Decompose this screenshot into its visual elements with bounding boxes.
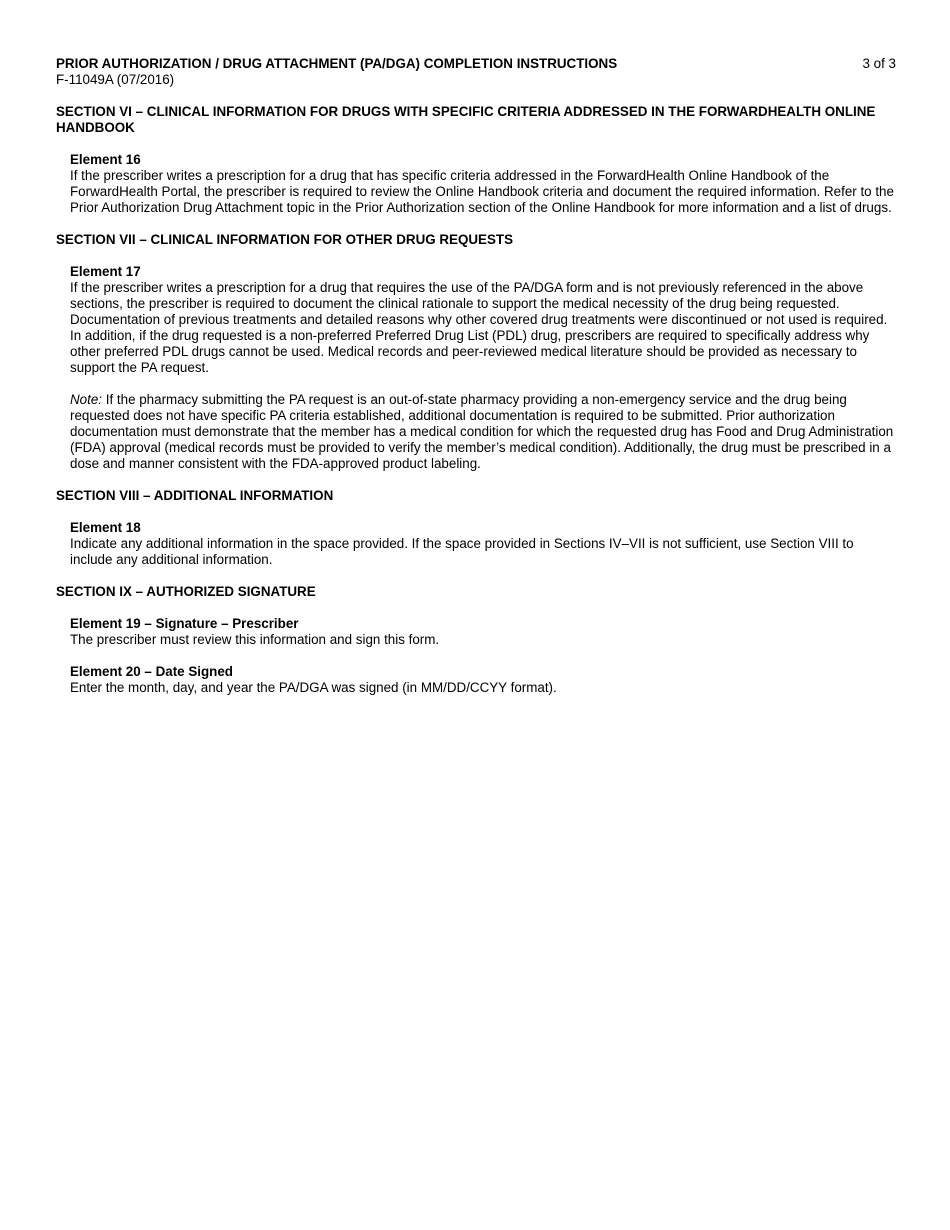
element-20-text: Enter the month, day, and year the PA/DGA was signed (in MM/DD/CCYY format). <box>70 680 557 695</box>
document-page <box>56 56 896 696</box>
element-18-title: Element 18 <box>70 520 141 535</box>
note-text: If the pharmacy submitting the PA request is an out-of-state pharmacy providing a non-emergency service and the drug being requested does not have specific PA criteria established, additional documentation is required to be submitted. Prior authorization documentation must demonstrate that the member has a medical condition for which the requested drug has Food and Drug Administration (FDA) approval (medical records must be provided to verify the member’s medical condition). Additionally, the drug must be prescribed in a dose and manner consistent with the FDA-approved product labeling. <box>70 392 894 471</box>
element-17-text: If the prescriber writes a prescription for a drug that requires the use of the PA/DGA form and is not previously referenced in the above sections, the prescriber is required to document the clinical rationale to support the medical necessity of the drug being requested. Documentation of previous treatments and detailed reasons why other covered drug treatments were discontinued or not used is required. In addition, if the drug requested is a non-preferred Preferred Drug List (PDL) drug, prescribers are required to specifically address why other preferred PDL drugs cannot be used. Medical records and peer-reviewed medical literature should be provided as necessary to support the PA request. <box>70 280 888 375</box>
element-17-note <box>70 392 896 472</box>
section-vii-heading: SECTION VII – CLINICAL INFORMATION FOR OTHER DRUG REQUESTS <box>56 232 514 247</box>
element-20-title: Element 20 – Date Signed <box>70 664 233 679</box>
section-ix-heading: SECTION IX – AUTHORIZED SIGNATURE <box>56 584 316 599</box>
element-19-title: Element 19 – Signature – Prescriber <box>70 616 299 631</box>
form-id: F-11049A (07/2016) <box>56 72 175 87</box>
document-title: PRIOR AUTHORIZATION / DRUG ATTACHMENT (PA/DGA) COMPLETION INSTRUCTIONS <box>56 56 618 71</box>
section-vi-heading: SECTION VI – CLINICAL INFORMATION FOR DRUGS WITH SPECIFIC CRITERIA ADDRESSED IN THE FORWARDHEALTH ONLINE HANDBOOK <box>56 104 876 135</box>
element-18 <box>70 520 896 568</box>
element-18-text: Indicate any additional information in the space provided. If the space provided in Sections IV–VII is not sufficient, use Section VIII to include any additional information. <box>70 536 854 567</box>
element-19 <box>70 616 896 648</box>
page-number: 3 of 3 <box>862 56 896 71</box>
section-viii-heading: SECTION VIII – ADDITIONAL INFORMATION <box>56 488 334 503</box>
note-label: Note: <box>70 392 103 407</box>
document-header <box>56 56 896 72</box>
element-16 <box>70 152 896 216</box>
element-19-text: The prescriber must review this information and sign this form. <box>70 632 440 647</box>
element-17-title: Element 17 <box>70 264 141 279</box>
element-20 <box>70 664 896 696</box>
element-16-text: If the prescriber writes a prescription for a drug that has specific criteria addressed in the ForwardHealth Online Handbook of the ForwardHealth Portal, the prescriber is required to review the Online Handbook criteria and document the required information. Refer to the Prior Authorization Drug Attachment topic in the Prior Authorization section of the Online Handbook for more information and a list of drugs. <box>70 168 894 215</box>
element-16-title: Element 16 <box>70 152 141 167</box>
element-17 <box>70 264 896 472</box>
